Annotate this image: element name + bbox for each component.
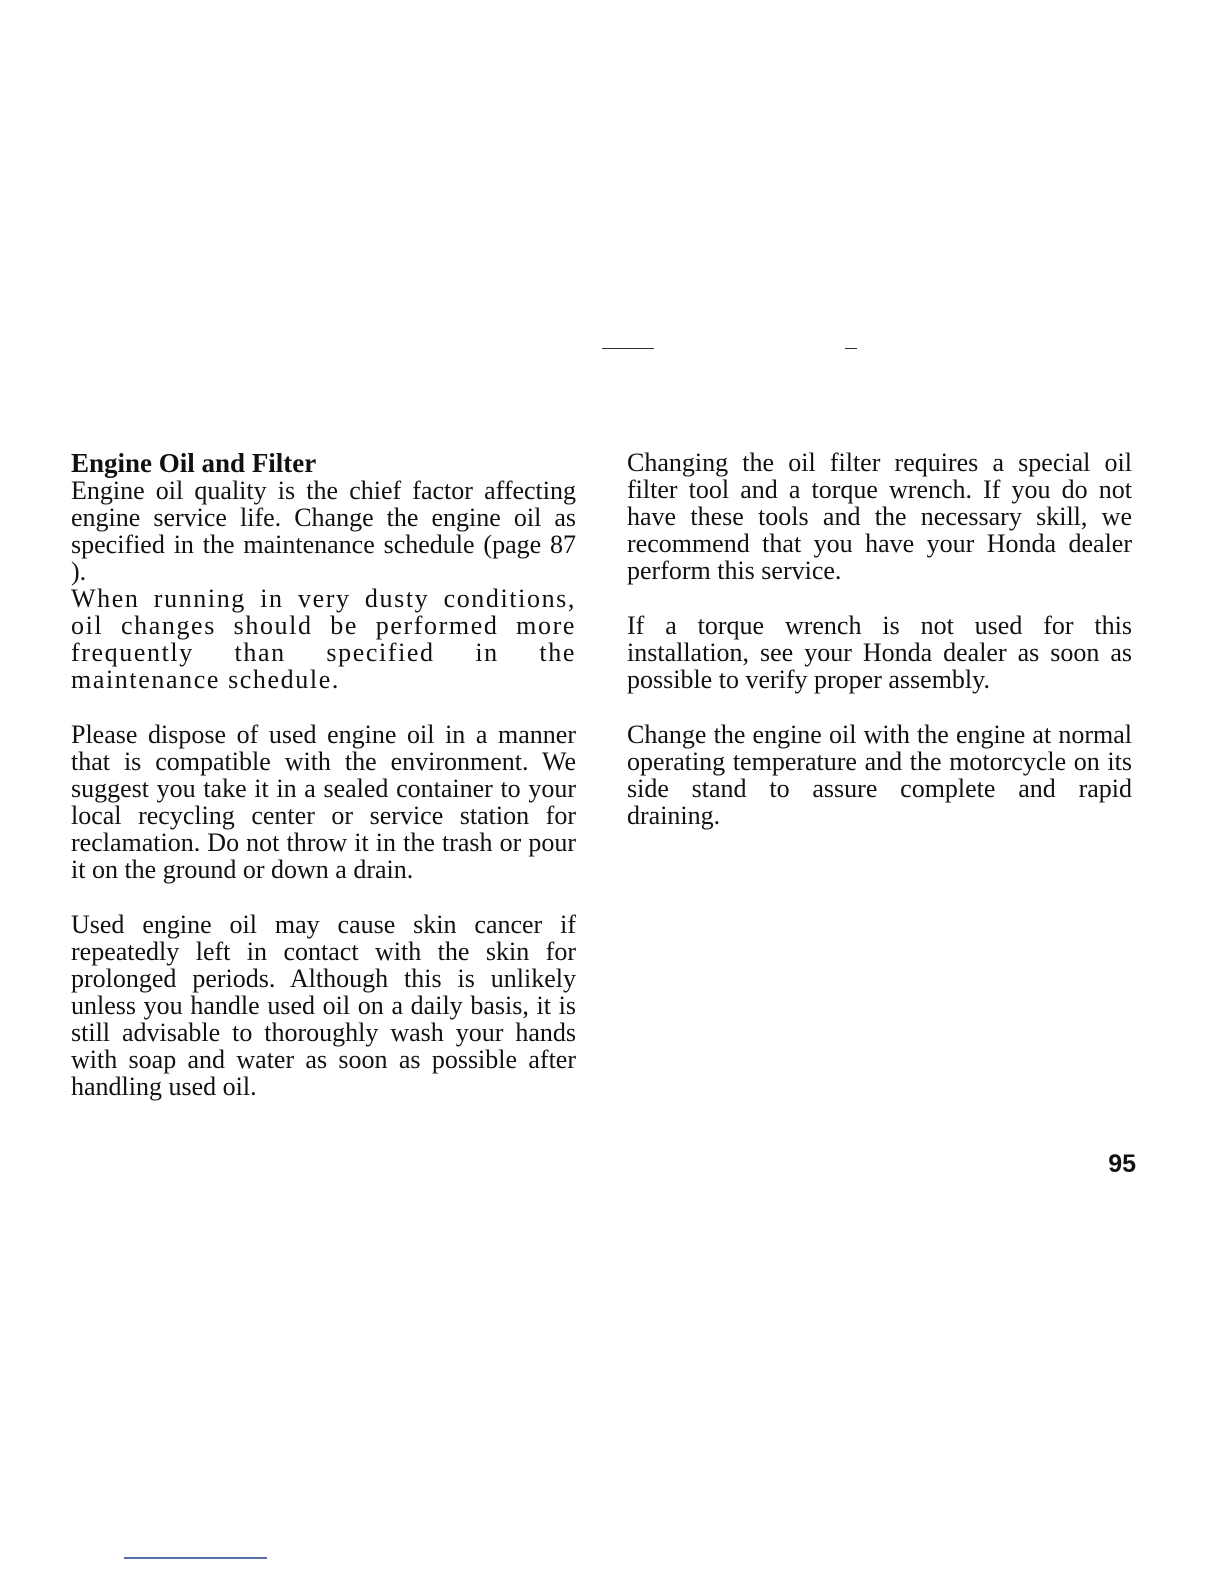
header-dash-mark xyxy=(845,348,857,349)
paragraph-skin-warning: Used engine oil may cause skin cancer if repeatedly left in contact with the skin for prolonged periods. Although this is unlikely unless you handle used oil on a daily basis, it is still advisable to thoroughly wash your hands with soap and water as soon as possible after handling used oil. xyxy=(71,910,576,1101)
paragraph-dusty-conditions: When running in very dusty conditions, oil changes should be performed more frequently than specified in the maintenance schedule. xyxy=(71,584,576,694)
paragraph-oil-quality: Engine oil quality is the chief factor affecting engine service life. Change the engine oil as specified in the maintenance schedule (page 87 ). xyxy=(71,476,576,586)
section-heading: Engine Oil and Filter xyxy=(71,448,317,478)
left-column xyxy=(71,449,576,1128)
paragraph-filter-tools: Changing the oil filter requires a special oil filter tool and a torque wrench. If you do not have these tools and the necessary skill, we recommend that you have your Honda dealer perform this service. xyxy=(627,448,1132,585)
right-column xyxy=(627,449,1132,857)
page-number: 95 xyxy=(1108,1150,1136,1178)
header-dash-rule xyxy=(602,348,654,349)
paragraph-draining: Change the engine oil with the engine at normal operating temperature and the motorcycle on its side stand to assure complete and rapid draining. xyxy=(627,720,1132,830)
bottom-rule xyxy=(124,1557,267,1559)
paragraph-torque-wrench: If a torque wrench is not used for this installation, see your Honda dealer as soon as possible to verify proper assembly. xyxy=(627,611,1132,694)
paragraph-oil-disposal: Please dispose of used engine oil in a manner that is compatible with the environment. We suggest you take it in a sealed container to your local recycling center or service station for reclamation. Do not throw it in the trash or pour it on the ground or down a drain. xyxy=(71,720,576,884)
